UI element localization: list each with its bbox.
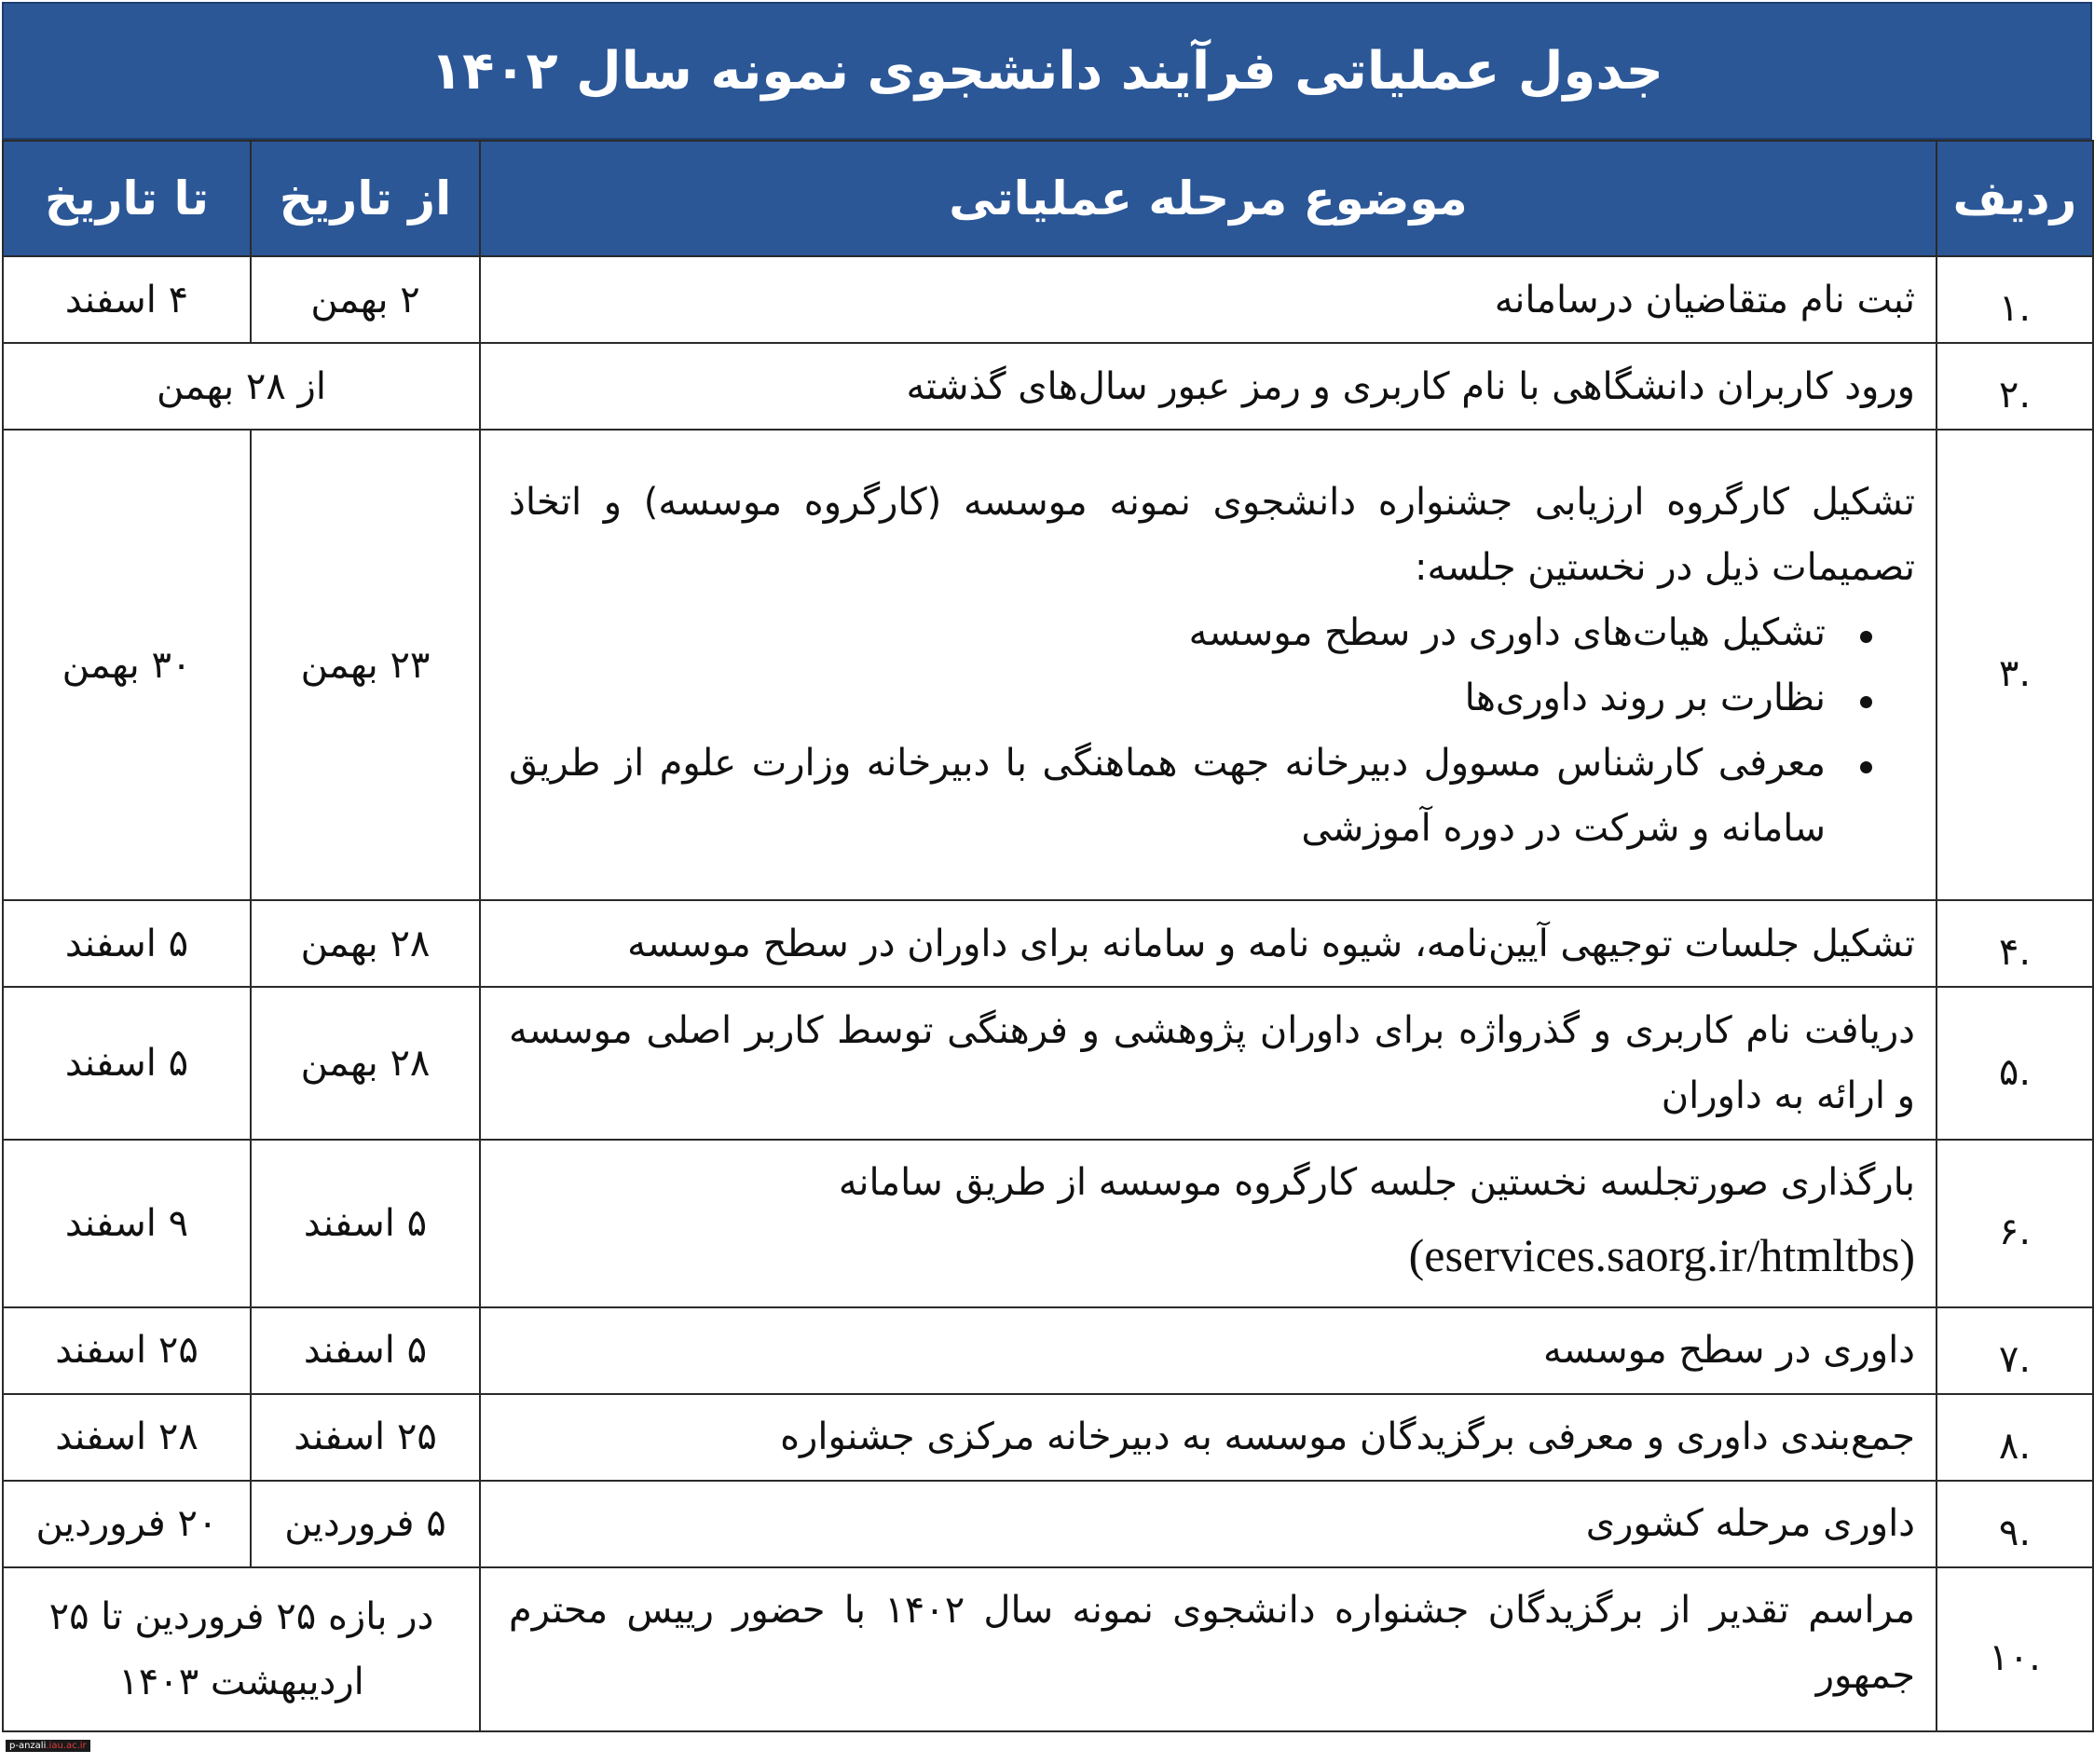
- row-subject: داوری در سطح موسسه: [480, 1307, 1937, 1394]
- table-row: [3, 1567, 2093, 1731]
- from-date: ۵ اسفند: [251, 1307, 480, 1394]
- row-number: .۳: [1937, 430, 2093, 900]
- list-item: تشکیل هیات‌های داوری در سطح موسسه: [509, 600, 1872, 665]
- row-number: .۵: [1937, 987, 2093, 1140]
- row-subject: [480, 430, 1937, 900]
- header-to-date: تا تاریخ: [3, 141, 251, 256]
- to-date: ۳۰ بهمن: [3, 430, 251, 900]
- from-date: ۲۳ بهمن: [251, 430, 480, 900]
- table-row: [3, 1481, 2093, 1567]
- row-number: .۱: [1937, 256, 2093, 343]
- from-date: ۵ اسفند: [251, 1140, 480, 1307]
- schedule-table: [2, 140, 2094, 1732]
- from-date: ۲۵ اسفند: [251, 1394, 480, 1481]
- table-row: [3, 1140, 2093, 1307]
- header-subject: موضوع مرحله عملیاتی: [480, 141, 1937, 256]
- from-date: ۲۸ بهمن: [251, 900, 480, 987]
- row-number: .۸: [1937, 1394, 2093, 1481]
- to-date: ۹ اسفند: [3, 1140, 251, 1307]
- row-subject-text: تشکیل کارگروه ارزیابی جشنواره دانشجوی نمونه موسسه (کارگروه موسسه) و اتخاذ تصمیمات ذیل در نخستین جلسه:: [509, 480, 1915, 589]
- row-subject: تشکیل جلسات توجیهی آیین‌نامه، شیوه نامه و سامانه برای داوران در سطح موسسه: [480, 900, 1937, 987]
- date-range: در بازه ۲۵ فروردین تا ۲۵ اردیبهشت ۱۴۰۳: [3, 1567, 480, 1731]
- row-number: .۹: [1937, 1481, 2093, 1567]
- row-subject-text: بارگذاری صورتجلسه نخستین جلسه کارگروه موسسه از طریق سامانه: [838, 1161, 1915, 1204]
- to-date: ۲۵ اسفند: [3, 1307, 251, 1394]
- row-number: .۴: [1937, 900, 2093, 987]
- header-row-number: ردیف: [1937, 141, 2093, 256]
- table-row: [3, 1307, 2093, 1394]
- to-date: ۲۸ اسفند: [3, 1394, 251, 1481]
- from-date: ۲۸ بهمن: [251, 987, 480, 1140]
- table-row: [3, 1394, 2093, 1481]
- from-date: ۲ بهمن: [251, 256, 480, 343]
- operational-schedule: [2, 2, 2092, 1732]
- watermark-domain: .iau.ac.ir: [46, 1741, 87, 1751]
- date-range: از ۲۸ بهمن: [3, 343, 480, 430]
- row-subject: ورود کاربران دانشگاهی با نام کاربری و رمز عبور سال‌های گذشته: [480, 343, 1937, 430]
- row-subject: ثبت نام متقاضیان درسامانه: [480, 256, 1937, 343]
- table-row: [3, 987, 2093, 1140]
- table-row: [3, 430, 2093, 900]
- table-title: جدول عملیاتی فرآیند دانشجوی نمونه سال ۱۴۰۲: [2, 2, 2092, 140]
- watermark-site: p-anzali: [9, 1741, 47, 1751]
- header-row: [3, 141, 2093, 256]
- to-date: ۵ اسفند: [3, 987, 251, 1140]
- header-from-date: از تاریخ: [251, 141, 480, 256]
- site-watermark: [6, 1740, 90, 1752]
- to-date: ۲۰ فروردین: [3, 1481, 251, 1567]
- row-number: .۲: [1937, 343, 2093, 430]
- table-row: [3, 256, 2093, 343]
- table-row: [3, 343, 2093, 430]
- row-subject: مراسم تقدیر از برگزیدگان جشنواره دانشجوی نمونه سال ۱۴۰۲ با حضور رییس محترم جمهور: [480, 1567, 1937, 1731]
- decision-list: [509, 600, 1915, 861]
- row-subject: دریافت نام کاربری و گذرواژه برای داوران پژوهشی و فرهنگی توسط کاربر اصلی موسسه و ارائه به داوران: [480, 987, 1937, 1140]
- table-row: [3, 900, 2093, 987]
- row-subject: داوری مرحله کشوری: [480, 1481, 1937, 1567]
- row-number: .۱۰: [1937, 1567, 2093, 1731]
- row-number: .۶: [1937, 1140, 2093, 1307]
- system-url: (eservices.saorg.ir/htmltbs): [1408, 1229, 1915, 1281]
- list-item: نظارت بر روند داوری‌ها: [509, 665, 1872, 731]
- from-date: ۵ فروردین: [251, 1481, 480, 1567]
- to-date: ۵ اسفند: [3, 900, 251, 987]
- list-item: معرفی کارشناس مسوول دبیرخانه جهت هماهنگی با دبیرخانه وزارت علوم از طریق سامانه و شرکت در دوره آموزشی: [509, 731, 1872, 861]
- to-date: ۴ اسفند: [3, 256, 251, 343]
- row-number: .۷: [1937, 1307, 2093, 1394]
- row-subject: [480, 1140, 1937, 1307]
- row-subject: جمع‌بندی داوری و معرفی برگزیدگان موسسه به دبیرخانه مرکزی جشنواره: [480, 1394, 1937, 1481]
